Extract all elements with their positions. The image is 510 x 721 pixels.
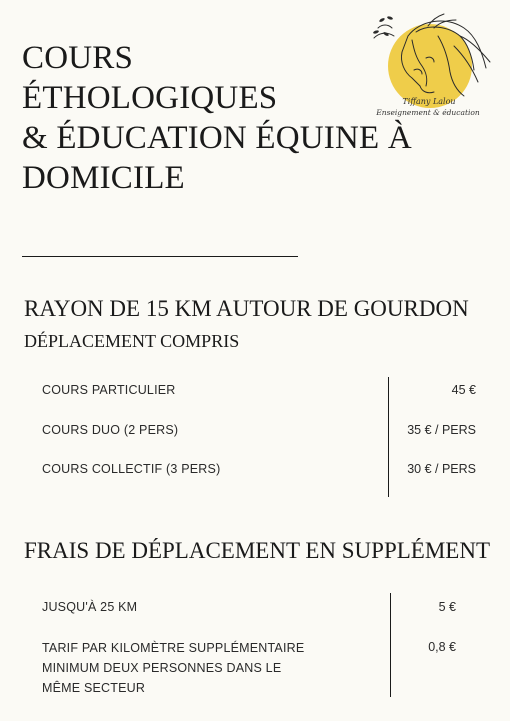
section1-column-divider <box>388 377 389 497</box>
logo-tagline: Enseignement & éducation <box>376 108 480 117</box>
section1-heading: RAYON DE 15 KM AUTOUR DE GOURDON <box>24 296 469 321</box>
title-line: ÉTHOLOGIQUES <box>22 80 278 116</box>
price-row-value: 45 € <box>451 383 476 397</box>
section2-heading: FRAIS DE DÉPLACEMENT EN SUPPLÉMENT <box>24 538 490 563</box>
section1-subheading: DÉPLACEMENT COMPRIS <box>24 331 240 351</box>
horse-logo-icon <box>368 6 498 124</box>
title-line: DOMICILE <box>22 160 185 196</box>
title-line: COURS <box>22 40 134 76</box>
price-row-value: 30 € / PERS <box>407 462 476 476</box>
price-row-label: COURS DUO (2 PERS) <box>42 423 179 437</box>
price-row-label: COURS PARTICULIER <box>42 383 176 397</box>
fee-row-label <box>42 638 304 698</box>
section2-column-divider <box>390 593 391 697</box>
fee-row-label-line: MINIMUM DEUX PERSONNES DANS LE <box>42 661 282 675</box>
fee-row-label-line: TARIF PAR KILOMÈTRE SUPPLÉMENTAIRE <box>42 641 305 655</box>
fee-row-value: 0,8 € <box>428 640 456 654</box>
fee-row-value: 5 € <box>438 600 456 614</box>
price-row-label: COURS COLLECTIF (3 PERS) <box>42 462 221 476</box>
title-line: & ÉDUCATION ÉQUINE À <box>22 120 412 156</box>
page-title <box>22 38 412 198</box>
title-divider <box>22 256 298 257</box>
fee-row-label-line: MÊME SECTEUR <box>42 681 146 695</box>
logo-name: Tiffany Lalou <box>402 97 456 106</box>
fee-row-label: JUSQU'À 25 KM <box>42 600 138 614</box>
price-row-value: 35 € / PERS <box>407 423 476 437</box>
